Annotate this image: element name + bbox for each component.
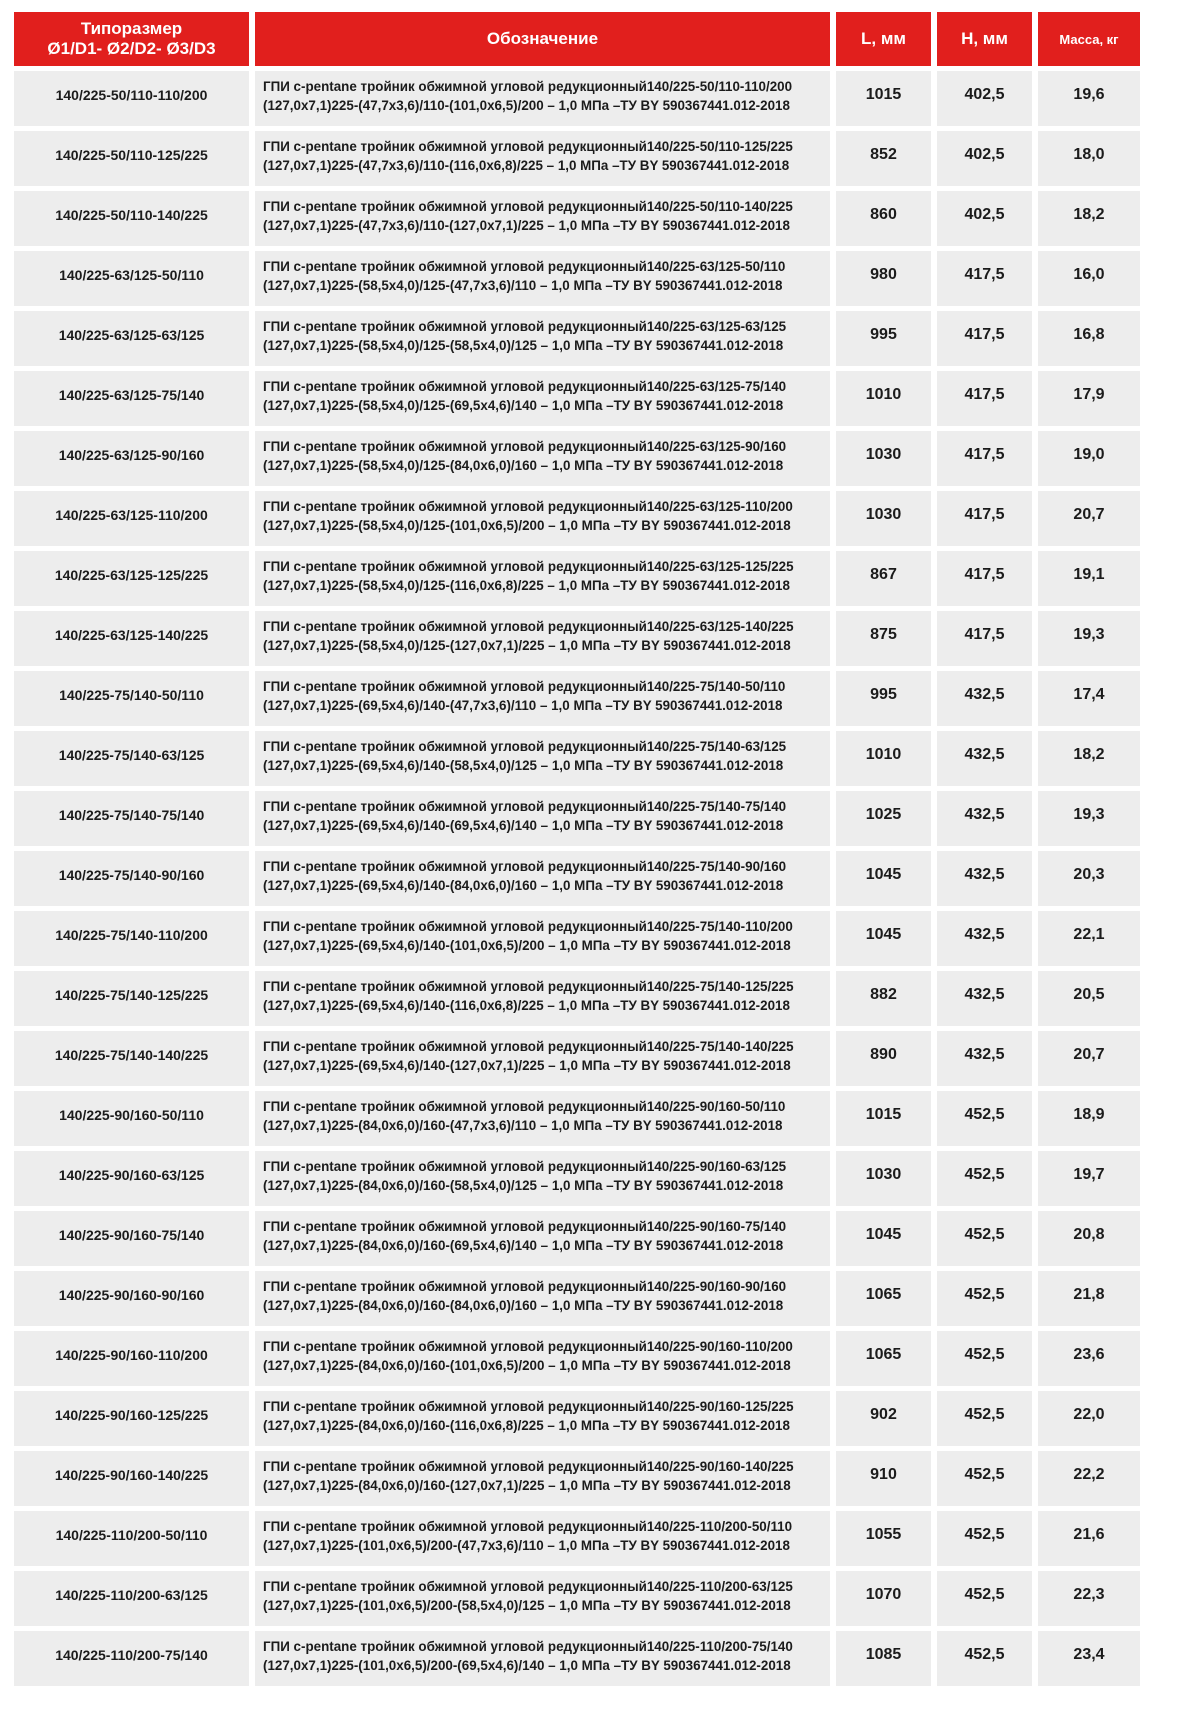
row-height: 417,5 [937, 491, 1032, 546]
designation-line1: ГПИ c-pentane тройник обжимной угловой редукционный140/225-63/125-63/125 [263, 319, 787, 334]
row-size: 140/225-75/140-110/200 [14, 911, 249, 966]
designation-line2: (127,0x7,1)225-(84,0x6,0)/160-(58,5x4,0)/125 – 1,0 МПа –ТУ BY 590367441.012-2018 [263, 1178, 784, 1193]
row-length: 1045 [836, 1211, 931, 1266]
row-size: 140/225-63/125-110/200 [14, 491, 249, 546]
designation-line1: ГПИ c-pentane тройник обжимной угловой редукционный140/225-63/125-75/140 [263, 379, 787, 394]
row-height: 452,5 [937, 1391, 1032, 1446]
designation-line1: ГПИ c-pentane тройник обжимной угловой редукционный140/225-50/110-140/225 [263, 199, 793, 214]
designation-line1: ГПИ c-pentane тройник обжимной угловой редукционный140/225-63/125-125/225 [263, 559, 794, 574]
row-size: 140/225-63/125-75/140 [14, 371, 249, 426]
header-designation: Обозначение [255, 12, 830, 66]
row-height: 432,5 [937, 671, 1032, 726]
row-mass: 19,1 [1038, 551, 1140, 606]
row-height: 432,5 [937, 971, 1032, 1026]
row-designation [255, 191, 830, 246]
row-size: 140/225-75/140-63/125 [14, 731, 249, 786]
designation-line2: (127,0x7,1)225-(58,5x4,0)/125-(69,5x4,6)/140 – 1,0 МПа –ТУ BY 590367441.012-2018 [263, 398, 784, 413]
row-designation [255, 611, 830, 666]
row-length: 980 [836, 251, 931, 306]
row-height: 417,5 [937, 311, 1032, 366]
row-length: 1055 [836, 1511, 931, 1566]
row-height: 432,5 [937, 791, 1032, 846]
row-height: 452,5 [937, 1631, 1032, 1686]
row-size: 140/225-90/160-50/110 [14, 1091, 249, 1146]
designation-line2: (127,0x7,1)225-(58,5x4,0)/125-(127,0x7,1)/225 – 1,0 МПа –ТУ BY 590367441.012-2018 [263, 638, 791, 653]
designation-line1: ГПИ c-pentane тройник обжимной угловой редукционный140/225-90/160-140/225 [263, 1459, 794, 1474]
row-mass: 20,7 [1038, 491, 1140, 546]
header-size-line2: Ø1/D1- Ø2/D2- Ø3/D3 [47, 39, 216, 58]
row-designation [255, 251, 830, 306]
designation-line2: (127,0x7,1)225-(101,0x6,5)/200-(69,5x4,6)/140 – 1,0 МПа –ТУ BY 590367441.012-2018 [263, 1658, 791, 1673]
designation-line1: ГПИ c-pentane тройник обжимной угловой редукционный140/225-110/200-50/110 [263, 1519, 793, 1534]
row-length: 882 [836, 971, 931, 1026]
row-designation [255, 1571, 830, 1626]
designation-line1: ГПИ c-pentane тройник обжимной угловой редукционный140/225-90/160-125/225 [263, 1399, 794, 1414]
row-height: 452,5 [937, 1331, 1032, 1386]
row-height: 432,5 [937, 731, 1032, 786]
designation-line1: ГПИ c-pentane тройник обжимной угловой редукционный140/225-90/160-75/140 [263, 1219, 787, 1234]
designation-line2: (127,0x7,1)225-(47,7x3,6)/110-(116,0x6,8)/225 – 1,0 МПа –ТУ BY 590367441.012-2018 [263, 158, 790, 173]
row-designation [255, 1271, 830, 1326]
row-designation [255, 131, 830, 186]
row-height: 402,5 [937, 191, 1032, 246]
row-size: 140/225-75/140-75/140 [14, 791, 249, 846]
row-size: 140/225-63/125-50/110 [14, 251, 249, 306]
row-length: 1085 [836, 1631, 931, 1686]
row-mass: 20,7 [1038, 1031, 1140, 1086]
row-height: 432,5 [937, 851, 1032, 906]
row-designation [255, 491, 830, 546]
designation-line1: ГПИ c-pentane тройник обжимной угловой редукционный140/225-50/110-125/225 [263, 139, 793, 154]
row-length: 1015 [836, 1091, 931, 1146]
row-mass: 21,6 [1038, 1511, 1140, 1566]
designation-line1: ГПИ c-pentane тройник обжимной угловой редукционный140/225-63/125-50/110 [263, 259, 786, 274]
row-length: 1025 [836, 791, 931, 846]
row-length: 875 [836, 611, 931, 666]
designation-line1: ГПИ c-pentane тройник обжимной угловой редукционный140/225-63/125-110/200 [263, 499, 793, 514]
row-length: 910 [836, 1451, 931, 1506]
designation-line1: ГПИ c-pentane тройник обжимной угловой редукционный140/225-90/160-63/125 [263, 1159, 787, 1174]
row-size: 140/225-90/160-125/225 [14, 1391, 249, 1446]
row-designation [255, 431, 830, 486]
row-mass: 20,8 [1038, 1211, 1140, 1266]
row-mass: 20,5 [1038, 971, 1140, 1026]
designation-line2: (127,0x7,1)225-(58,5x4,0)/125-(47,7x3,6)/110 – 1,0 МПа –ТУ BY 590367441.012-2018 [263, 278, 783, 293]
row-mass: 18,2 [1038, 731, 1140, 786]
row-size: 140/225-50/110-125/225 [14, 131, 249, 186]
row-designation [255, 971, 830, 1026]
designation-line1: ГПИ c-pentane тройник обжимной угловой редукционный140/225-63/125-90/160 [263, 439, 787, 454]
row-height: 417,5 [937, 611, 1032, 666]
designation-line2: (127,0x7,1)225-(69,5x4,6)/140-(58,5x4,0)/125 – 1,0 МПа –ТУ BY 590367441.012-2018 [263, 758, 784, 773]
row-size: 140/225-90/160-90/160 [14, 1271, 249, 1326]
header-length: L, мм [836, 12, 931, 66]
row-length: 995 [836, 311, 931, 366]
row-height: 402,5 [937, 131, 1032, 186]
row-designation [255, 371, 830, 426]
row-size: 140/225-63/125-63/125 [14, 311, 249, 366]
row-size: 140/225-75/140-140/225 [14, 1031, 249, 1086]
row-size: 140/225-63/125-90/160 [14, 431, 249, 486]
row-mass: 17,9 [1038, 371, 1140, 426]
row-designation [255, 671, 830, 726]
row-length: 852 [836, 131, 931, 186]
row-height: 417,5 [937, 551, 1032, 606]
designation-line2: (127,0x7,1)225-(69,5x4,6)/140-(127,0x7,1)/225 – 1,0 МПа –ТУ BY 590367441.012-2018 [263, 1058, 791, 1073]
row-mass: 17,4 [1038, 671, 1140, 726]
designation-line1: ГПИ c-pentane тройник обжимной угловой редукционный140/225-110/200-63/125 [263, 1579, 793, 1594]
row-length: 860 [836, 191, 931, 246]
designation-line1: ГПИ c-pentane тройник обжимной угловой редукционный140/225-90/160-90/160 [263, 1279, 787, 1294]
designation-line2: (127,0x7,1)225-(84,0x6,0)/160-(127,0x7,1)/225 – 1,0 МПа –ТУ BY 590367441.012-2018 [263, 1478, 791, 1493]
designation-line1: ГПИ c-pentane тройник обжимной угловой редукционный140/225-75/140-63/125 [263, 739, 787, 754]
row-mass: 22,0 [1038, 1391, 1140, 1446]
designation-line2: (127,0x7,1)225-(84,0x6,0)/160-(69,5x4,6)/140 – 1,0 МПа –ТУ BY 590367441.012-2018 [263, 1238, 784, 1253]
row-size: 140/225-90/160-110/200 [14, 1331, 249, 1386]
designation-line1: ГПИ c-pentane тройник обжимной угловой редукционный140/225-75/140-90/160 [263, 859, 787, 874]
row-size: 140/225-110/200-63/125 [14, 1571, 249, 1626]
designation-line1: ГПИ c-pentane тройник обжимной угловой редукционный140/225-63/125-140/225 [263, 619, 794, 634]
row-mass: 19,6 [1038, 71, 1140, 126]
row-mass: 22,1 [1038, 911, 1140, 966]
row-length: 1010 [836, 731, 931, 786]
row-mass: 22,2 [1038, 1451, 1140, 1506]
row-mass: 19,3 [1038, 791, 1140, 846]
row-length: 1065 [836, 1271, 931, 1326]
row-mass: 16,8 [1038, 311, 1140, 366]
row-designation [255, 71, 830, 126]
row-length: 1030 [836, 1151, 931, 1206]
row-length: 902 [836, 1391, 931, 1446]
row-mass: 22,3 [1038, 1571, 1140, 1626]
designation-line2: (127,0x7,1)225-(69,5x4,6)/140-(69,5x4,6)/140 – 1,0 МПа –ТУ BY 590367441.012-2018 [263, 818, 784, 833]
row-length: 867 [836, 551, 931, 606]
row-mass: 19,7 [1038, 1151, 1140, 1206]
row-size: 140/225-110/200-50/110 [14, 1511, 249, 1566]
row-size: 140/225-50/110-140/225 [14, 191, 249, 246]
designation-line2: (127,0x7,1)225-(84,0x6,0)/160-(84,0x6,0)/160 – 1,0 МПа –ТУ BY 590367441.012-2018 [263, 1298, 784, 1313]
designation-line1: ГПИ c-pentane тройник обжимной угловой редукционный140/225-110/200-75/140 [263, 1639, 793, 1654]
row-designation [255, 1151, 830, 1206]
designation-line1: ГПИ c-pentane тройник обжимной угловой редукционный140/225-75/140-125/225 [263, 979, 794, 994]
row-designation [255, 791, 830, 846]
designation-line2: (127,0x7,1)225-(101,0x6,5)/200-(47,7x3,6)/110 – 1,0 МПа –ТУ BY 590367441.012-2018 [263, 1538, 790, 1553]
row-designation [255, 731, 830, 786]
designation-line1: ГПИ c-pentane тройник обжимной угловой редукционный140/225-75/140-75/140 [263, 799, 787, 814]
header-size-line1: Типоразмер [80, 19, 183, 38]
row-size: 140/225-75/140-125/225 [14, 971, 249, 1026]
row-size: 140/225-75/140-90/160 [14, 851, 249, 906]
row-size: 140/225-75/140-50/110 [14, 671, 249, 726]
designation-line2: (127,0x7,1)225-(69,5x4,6)/140-(101,0x6,5)/200 – 1,0 МПа –ТУ BY 590367441.012-2018 [263, 938, 791, 953]
row-designation [255, 1211, 830, 1266]
row-height: 452,5 [937, 1271, 1032, 1326]
row-size: 140/225-90/160-63/125 [14, 1151, 249, 1206]
header-height: H, мм [937, 12, 1032, 66]
designation-line2: (127,0x7,1)225-(84,0x6,0)/160-(116,0x6,8)/225 – 1,0 МПа –ТУ BY 590367441.012-2018 [263, 1418, 790, 1433]
row-mass: 20,3 [1038, 851, 1140, 906]
row-size: 140/225-110/200-75/140 [14, 1631, 249, 1686]
row-height: 452,5 [937, 1151, 1032, 1206]
row-size: 140/225-63/125-140/225 [14, 611, 249, 666]
row-designation [255, 1031, 830, 1086]
row-height: 417,5 [937, 431, 1032, 486]
row-designation [255, 911, 830, 966]
row-mass: 23,4 [1038, 1631, 1140, 1686]
row-length: 1045 [836, 911, 931, 966]
designation-line2: (127,0x7,1)225-(47,7x3,6)/110-(101,0x6,5)/200 – 1,0 МПа –ТУ BY 590367441.012-2018 [263, 98, 790, 113]
designation-line2: (127,0x7,1)225-(69,5x4,6)/140-(116,0x6,8)/225 – 1,0 МПа –ТУ BY 590367441.012-2018 [263, 998, 790, 1013]
row-mass: 16,0 [1038, 251, 1140, 306]
row-size: 140/225-90/160-140/225 [14, 1451, 249, 1506]
designation-line1: ГПИ c-pentane тройник обжимной угловой редукционный140/225-75/140-50/110 [263, 679, 786, 694]
row-length: 1045 [836, 851, 931, 906]
row-height: 417,5 [937, 251, 1032, 306]
row-length: 1070 [836, 1571, 931, 1626]
row-height: 432,5 [937, 1031, 1032, 1086]
row-designation [255, 551, 830, 606]
row-height: 452,5 [937, 1511, 1032, 1566]
row-height: 452,5 [937, 1091, 1032, 1146]
row-mass: 18,9 [1038, 1091, 1140, 1146]
designation-line2: (127,0x7,1)225-(58,5x4,0)/125-(116,0x6,8)/225 – 1,0 МПа –ТУ BY 590367441.012-2018 [263, 578, 790, 593]
row-designation [255, 851, 830, 906]
row-designation [255, 1331, 830, 1386]
row-size: 140/225-90/160-75/140 [14, 1211, 249, 1266]
designation-line2: (127,0x7,1)225-(58,5x4,0)/125-(101,0x6,5)/200 – 1,0 МПа –ТУ BY 590367441.012-2018 [263, 518, 791, 533]
designation-line1: ГПИ c-pentane тройник обжимной угловой редукционный140/225-75/140-140/225 [263, 1039, 794, 1054]
row-mass: 21,8 [1038, 1271, 1140, 1326]
designation-line2: (127,0x7,1)225-(69,5x4,6)/140-(47,7x3,6)/110 – 1,0 МПа –ТУ BY 590367441.012-2018 [263, 698, 783, 713]
row-designation [255, 1391, 830, 1446]
designation-line2: (127,0x7,1)225-(84,0x6,0)/160-(101,0x6,5)/200 – 1,0 МПа –ТУ BY 590367441.012-2018 [263, 1358, 791, 1373]
row-length: 1030 [836, 491, 931, 546]
row-mass: 18,0 [1038, 131, 1140, 186]
header-mass: Масса, кг [1038, 12, 1140, 66]
row-height: 452,5 [937, 1451, 1032, 1506]
row-length: 1015 [836, 71, 931, 126]
designation-line2: (127,0x7,1)225-(58,5x4,0)/125-(58,5x4,0)/125 – 1,0 МПа –ТУ BY 590367441.012-2018 [263, 338, 784, 353]
row-designation [255, 1451, 830, 1506]
designation-line1: ГПИ c-pentane тройник обжимной угловой редукционный140/225-50/110-110/200 [263, 79, 793, 94]
fittings-table [14, 12, 1200, 1686]
designation-line2: (127,0x7,1)225-(101,0x6,5)/200-(58,5x4,0)/125 – 1,0 МПа –ТУ BY 590367441.012-2018 [263, 1598, 791, 1613]
designation-line1: ГПИ c-pentane тройник обжимной угловой редукционный140/225-90/160-110/200 [263, 1339, 793, 1354]
row-mass: 19,0 [1038, 431, 1140, 486]
row-designation [255, 311, 830, 366]
designation-line2: (127,0x7,1)225-(58,5x4,0)/125-(84,0x6,0)/160 – 1,0 МПа –ТУ BY 590367441.012-2018 [263, 458, 784, 473]
row-length: 1030 [836, 431, 931, 486]
row-mass: 23,6 [1038, 1331, 1140, 1386]
row-designation [255, 1091, 830, 1146]
row-designation [255, 1631, 830, 1686]
row-mass: 19,3 [1038, 611, 1140, 666]
row-length: 890 [836, 1031, 931, 1086]
header-size [14, 12, 249, 66]
row-length: 1065 [836, 1331, 931, 1386]
row-length: 995 [836, 671, 931, 726]
designation-line2: (127,0x7,1)225-(69,5x4,6)/140-(84,0x6,0)/160 – 1,0 МПа –ТУ BY 590367441.012-2018 [263, 878, 784, 893]
row-height: 452,5 [937, 1571, 1032, 1626]
designation-line2: (127,0x7,1)225-(47,7x3,6)/110-(127,0x7,1)/225 – 1,0 МПа –ТУ BY 590367441.012-2018 [263, 218, 790, 233]
row-size: 140/225-63/125-125/225 [14, 551, 249, 606]
row-length: 1010 [836, 371, 931, 426]
designation-line1: ГПИ c-pentane тройник обжимной угловой редукционный140/225-75/140-110/200 [263, 919, 793, 934]
row-designation [255, 1511, 830, 1566]
row-height: 432,5 [937, 911, 1032, 966]
row-mass: 18,2 [1038, 191, 1140, 246]
designation-line2: (127,0x7,1)225-(84,0x6,0)/160-(47,7x3,6)/110 – 1,0 МПа –ТУ BY 590367441.012-2018 [263, 1118, 783, 1133]
designation-line1: ГПИ c-pentane тройник обжимной угловой редукционный140/225-90/160-50/110 [263, 1099, 786, 1114]
row-height: 452,5 [937, 1211, 1032, 1266]
row-height: 417,5 [937, 371, 1032, 426]
row-height: 402,5 [937, 71, 1032, 126]
row-size: 140/225-50/110-110/200 [14, 71, 249, 126]
